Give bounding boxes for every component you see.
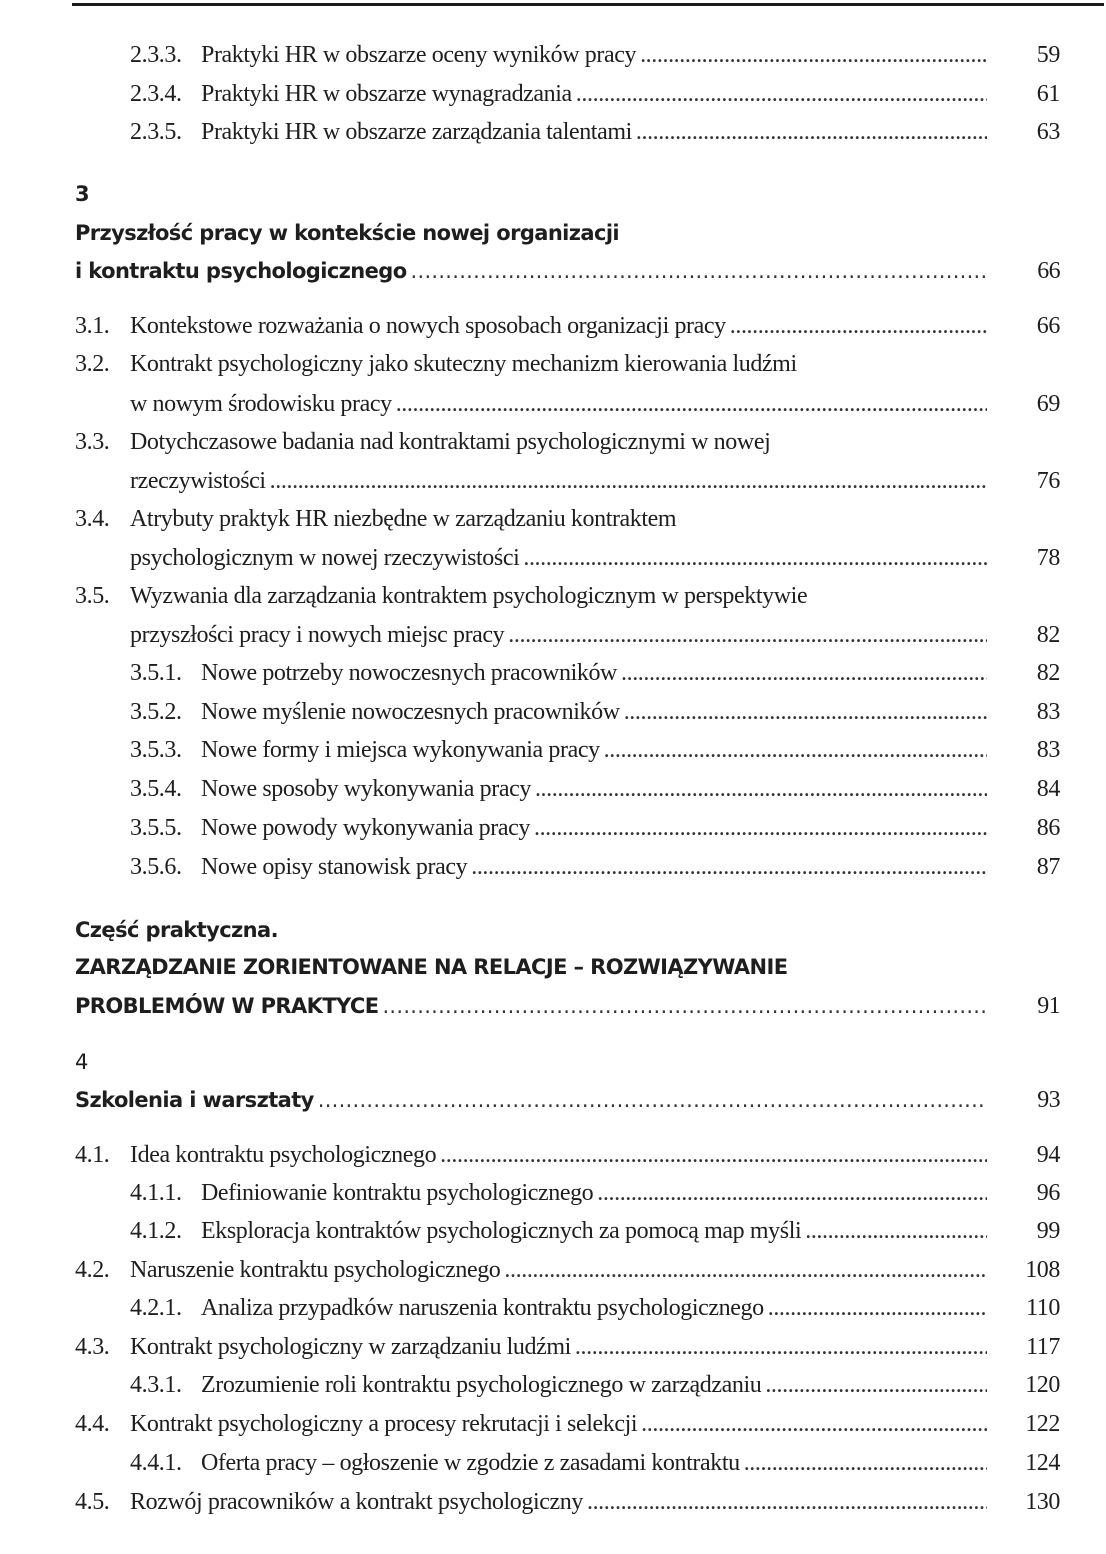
- entry-page: 61: [1036, 81, 1060, 107]
- dot-leader: [621, 654, 987, 692]
- entry-title: Nowe sposoby wykonywania pracy: [201, 776, 531, 802]
- entry-page: 130: [1025, 1489, 1060, 1515]
- toc-chapter-entry: [0, 1081, 1106, 1119]
- entry-number: 4.4.1.: [130, 1450, 182, 1476]
- toc-entry: [0, 848, 1106, 886]
- entry-title: Praktyki HR w obszarze wynagradzania: [201, 81, 572, 107]
- dot-leader: [640, 36, 987, 74]
- entry-page: 76: [1036, 468, 1060, 494]
- entry-page: 63: [1036, 119, 1060, 145]
- entry-title-line2: psychologicznym w nowej rzeczywistości: [130, 545, 520, 571]
- dot-leader: [765, 1366, 987, 1404]
- entry-number: 4.1.2.: [130, 1218, 182, 1244]
- entry-number: 3.5.5.: [130, 815, 182, 841]
- toc-entry: [0, 113, 1106, 151]
- entry-title: Rozwój pracowników a kontrakt psychologiczny: [130, 1489, 583, 1515]
- entry-number: 4.2.: [75, 1257, 110, 1283]
- toc-entry: [0, 1405, 1106, 1443]
- entry-page: 69: [1036, 391, 1060, 417]
- toc-part-entry: [0, 987, 1106, 1025]
- entry-page: 96: [1036, 1180, 1060, 1206]
- entry-page: 66: [1037, 258, 1060, 284]
- dot-leader: [597, 1174, 987, 1212]
- dot-leader: [534, 809, 987, 847]
- entry-title: Nowe opisy stanowisk pracy: [201, 854, 468, 880]
- entry-title: Analiza przypadków naruszenia kontraktu psychologicznego: [201, 1295, 764, 1321]
- dot-leader: [535, 770, 987, 808]
- part-title-line2: PROBLEMÓW W PRAKTYCE: [75, 994, 379, 1018]
- entry-page: 93: [1037, 1087, 1060, 1113]
- entry-number: 2.3.4.: [130, 81, 182, 107]
- entry-page: 94: [1036, 1142, 1060, 1168]
- entry-number: 3.5.6.: [130, 854, 182, 880]
- dot-leader: [624, 693, 987, 731]
- toc-entry-line2: [0, 385, 1106, 423]
- toc-entry: [0, 809, 1106, 847]
- entry-title: Nowe powody wykonywania pracy: [201, 815, 530, 841]
- entry-number: 2.3.5.: [130, 119, 182, 145]
- dot-leader: [508, 616, 987, 654]
- toc-entry: [0, 1212, 1106, 1250]
- entry-title: Praktyki HR w obszarze zarządzania talentami: [201, 119, 632, 145]
- dot-leader: [318, 1081, 987, 1119]
- entry-number: 4.3.: [75, 1334, 110, 1360]
- entry-title-line2: w nowym środowisku pracy: [130, 391, 392, 417]
- entry-page: 84: [1036, 776, 1060, 802]
- dot-leader: [411, 252, 987, 290]
- entry-title: Eksploracja kontraktów psychologicznych za pomocą map myśli: [201, 1218, 802, 1244]
- chapter-title-line1: Przyszłość pracy w kontekście nowej organizacji: [75, 221, 620, 245]
- entry-title-line1: Wyzwania dla zarządzania kontraktem psychologicznym w perspektywie: [130, 583, 808, 609]
- entry-title: Nowe potrzeby nowoczesnych pracowników: [201, 660, 617, 686]
- entry-title: Nowe myślenie nowoczesnych pracowników: [201, 699, 620, 725]
- toc-entry: [0, 654, 1106, 692]
- entry-title: Naruszenie kontraktu psychologicznego: [130, 1257, 501, 1283]
- entry-title: Kontekstowe rozważania o nowych sposobach organizacji pracy: [130, 313, 726, 339]
- entry-number: 4.4.: [75, 1411, 110, 1437]
- entry-title: Nowe formy i miejsca wykonywania pracy: [201, 737, 600, 763]
- entry-page: 117: [1026, 1334, 1060, 1360]
- top-rule: [72, 3, 1104, 6]
- toc-entry: [0, 1251, 1106, 1289]
- entry-title: Praktyki HR w obszarze oceny wyników pracy: [201, 42, 637, 68]
- chapter-title: Szkolenia i warsztaty: [75, 1088, 314, 1112]
- entry-number: 4.5.: [75, 1489, 110, 1515]
- entry-number: 3.1.: [75, 313, 110, 339]
- toc-entry-line2: [0, 616, 1106, 654]
- chapter-number: 3: [75, 182, 90, 206]
- entry-title: Kontrakt psychologiczny w zarządzaniu ludźmi: [130, 1334, 571, 1360]
- toc-entry: [0, 36, 1106, 74]
- toc-entry: [0, 1444, 1106, 1482]
- toc-entry-line1: [0, 577, 1106, 615]
- toc-entry: [0, 1174, 1106, 1212]
- entry-number: 3.3.: [75, 429, 110, 455]
- dot-leader: [730, 307, 987, 345]
- chapter-title-line2: i kontraktu psychologicznego: [75, 259, 407, 283]
- entry-page: 59: [1036, 42, 1060, 68]
- entry-title: Kontrakt psychologiczny a procesy rekrutacji i selekcji: [130, 1411, 638, 1437]
- entry-title-line1: Dotychczasowe badania nad kontraktami psychologicznymi w nowej: [130, 429, 771, 455]
- entry-page: 66: [1036, 313, 1060, 339]
- entry-number: 3.5.4.: [130, 776, 182, 802]
- entry-number: 3.2.: [75, 351, 110, 377]
- entry-page: 86: [1036, 815, 1060, 841]
- entry-number: 3.5.1.: [130, 660, 182, 686]
- toc-entry: [0, 770, 1106, 808]
- entry-page: 87: [1036, 854, 1060, 880]
- dot-leader: [587, 1483, 987, 1521]
- entry-number: 3.5.: [75, 583, 110, 609]
- dot-leader: [805, 1212, 987, 1250]
- entry-page: 91: [1037, 993, 1060, 1019]
- toc-entry-line2: [0, 539, 1106, 577]
- chapter-number: 4: [75, 1050, 88, 1074]
- entry-title: Definiowanie kontraktu psychologicznego: [201, 1180, 594, 1206]
- entry-page: 110: [1026, 1295, 1060, 1321]
- entry-page: 124: [1025, 1450, 1060, 1476]
- toc-entry-line1: [0, 500, 1106, 538]
- dot-leader: [636, 113, 987, 151]
- dot-leader: [471, 848, 987, 886]
- toc-entry: [0, 731, 1106, 769]
- entry-number: 4.3.1.: [130, 1372, 182, 1398]
- toc-entry: [0, 1289, 1106, 1327]
- toc-entry: [0, 307, 1106, 345]
- entry-page: 82: [1036, 660, 1060, 686]
- dot-leader: [382, 987, 987, 1025]
- part-title-line1: ZARZĄDZANIE ZORIENTOWANE NA RELACJE – ROZWIĄZYWANIE: [75, 955, 788, 979]
- entry-title-line1: Kontrakt psychologiczny jako skuteczny mechanizm kierowania ludźmi: [130, 351, 797, 377]
- dot-leader: [270, 462, 987, 500]
- entry-page: 99: [1036, 1218, 1060, 1244]
- dot-leader: [744, 1444, 987, 1482]
- entry-title: Oferta pracy – ogłoszenie w zgodzie z zasadami kontraktu: [201, 1450, 740, 1476]
- entry-title-line2: rzeczywistości: [130, 468, 266, 494]
- dot-leader: [523, 539, 987, 577]
- entry-title-line2: przyszłości pracy i nowych miejsc pracy: [130, 622, 505, 648]
- entry-page: 122: [1025, 1411, 1060, 1437]
- toc-entry: [0, 75, 1106, 113]
- dot-leader: [396, 385, 987, 423]
- entry-title-line1: Atrybuty praktyk HR niezbędne w zarządzaniu kontraktem: [130, 506, 677, 532]
- toc-entry: [0, 1328, 1106, 1366]
- toc-entry: [0, 1366, 1106, 1404]
- entry-number: 3.4.: [75, 506, 110, 532]
- dot-leader: [641, 1405, 987, 1443]
- toc-entry-line2: [0, 462, 1106, 500]
- dot-leader: [604, 731, 987, 769]
- dot-leader: [575, 1328, 987, 1366]
- entry-number: 4.2.1.: [130, 1295, 182, 1321]
- toc-entry: [0, 693, 1106, 731]
- entry-page: 82: [1036, 622, 1060, 648]
- toc-entry: [0, 1483, 1106, 1521]
- entry-title: Idea kontraktu psychologicznego: [130, 1142, 437, 1168]
- toc-entry-line1: [0, 423, 1106, 461]
- entry-page: 108: [1025, 1257, 1060, 1283]
- entry-number: 4.1.1.: [130, 1180, 182, 1206]
- entry-number: 4.1.: [75, 1142, 110, 1168]
- entry-number: 2.3.3.: [130, 42, 182, 68]
- entry-title: Zrozumienie roli kontraktu psychologicznego w zarządzaniu: [201, 1372, 762, 1398]
- toc-chapter-entry: [0, 252, 1106, 290]
- entry-number: 3.5.3.: [130, 737, 182, 763]
- entry-page: 78: [1036, 545, 1060, 571]
- dot-leader: [504, 1251, 987, 1289]
- entry-page: 120: [1025, 1372, 1060, 1398]
- toc-entry: [0, 1136, 1106, 1174]
- dot-leader: [576, 75, 987, 113]
- dot-leader: [768, 1289, 987, 1327]
- entry-page: 83: [1036, 737, 1060, 763]
- part-label: Część praktyczna.: [75, 918, 278, 942]
- entry-page: 83: [1036, 699, 1060, 725]
- dot-leader: [440, 1136, 987, 1174]
- entry-number: 3.5.2.: [130, 699, 182, 725]
- toc-entry-line1: [0, 345, 1106, 383]
